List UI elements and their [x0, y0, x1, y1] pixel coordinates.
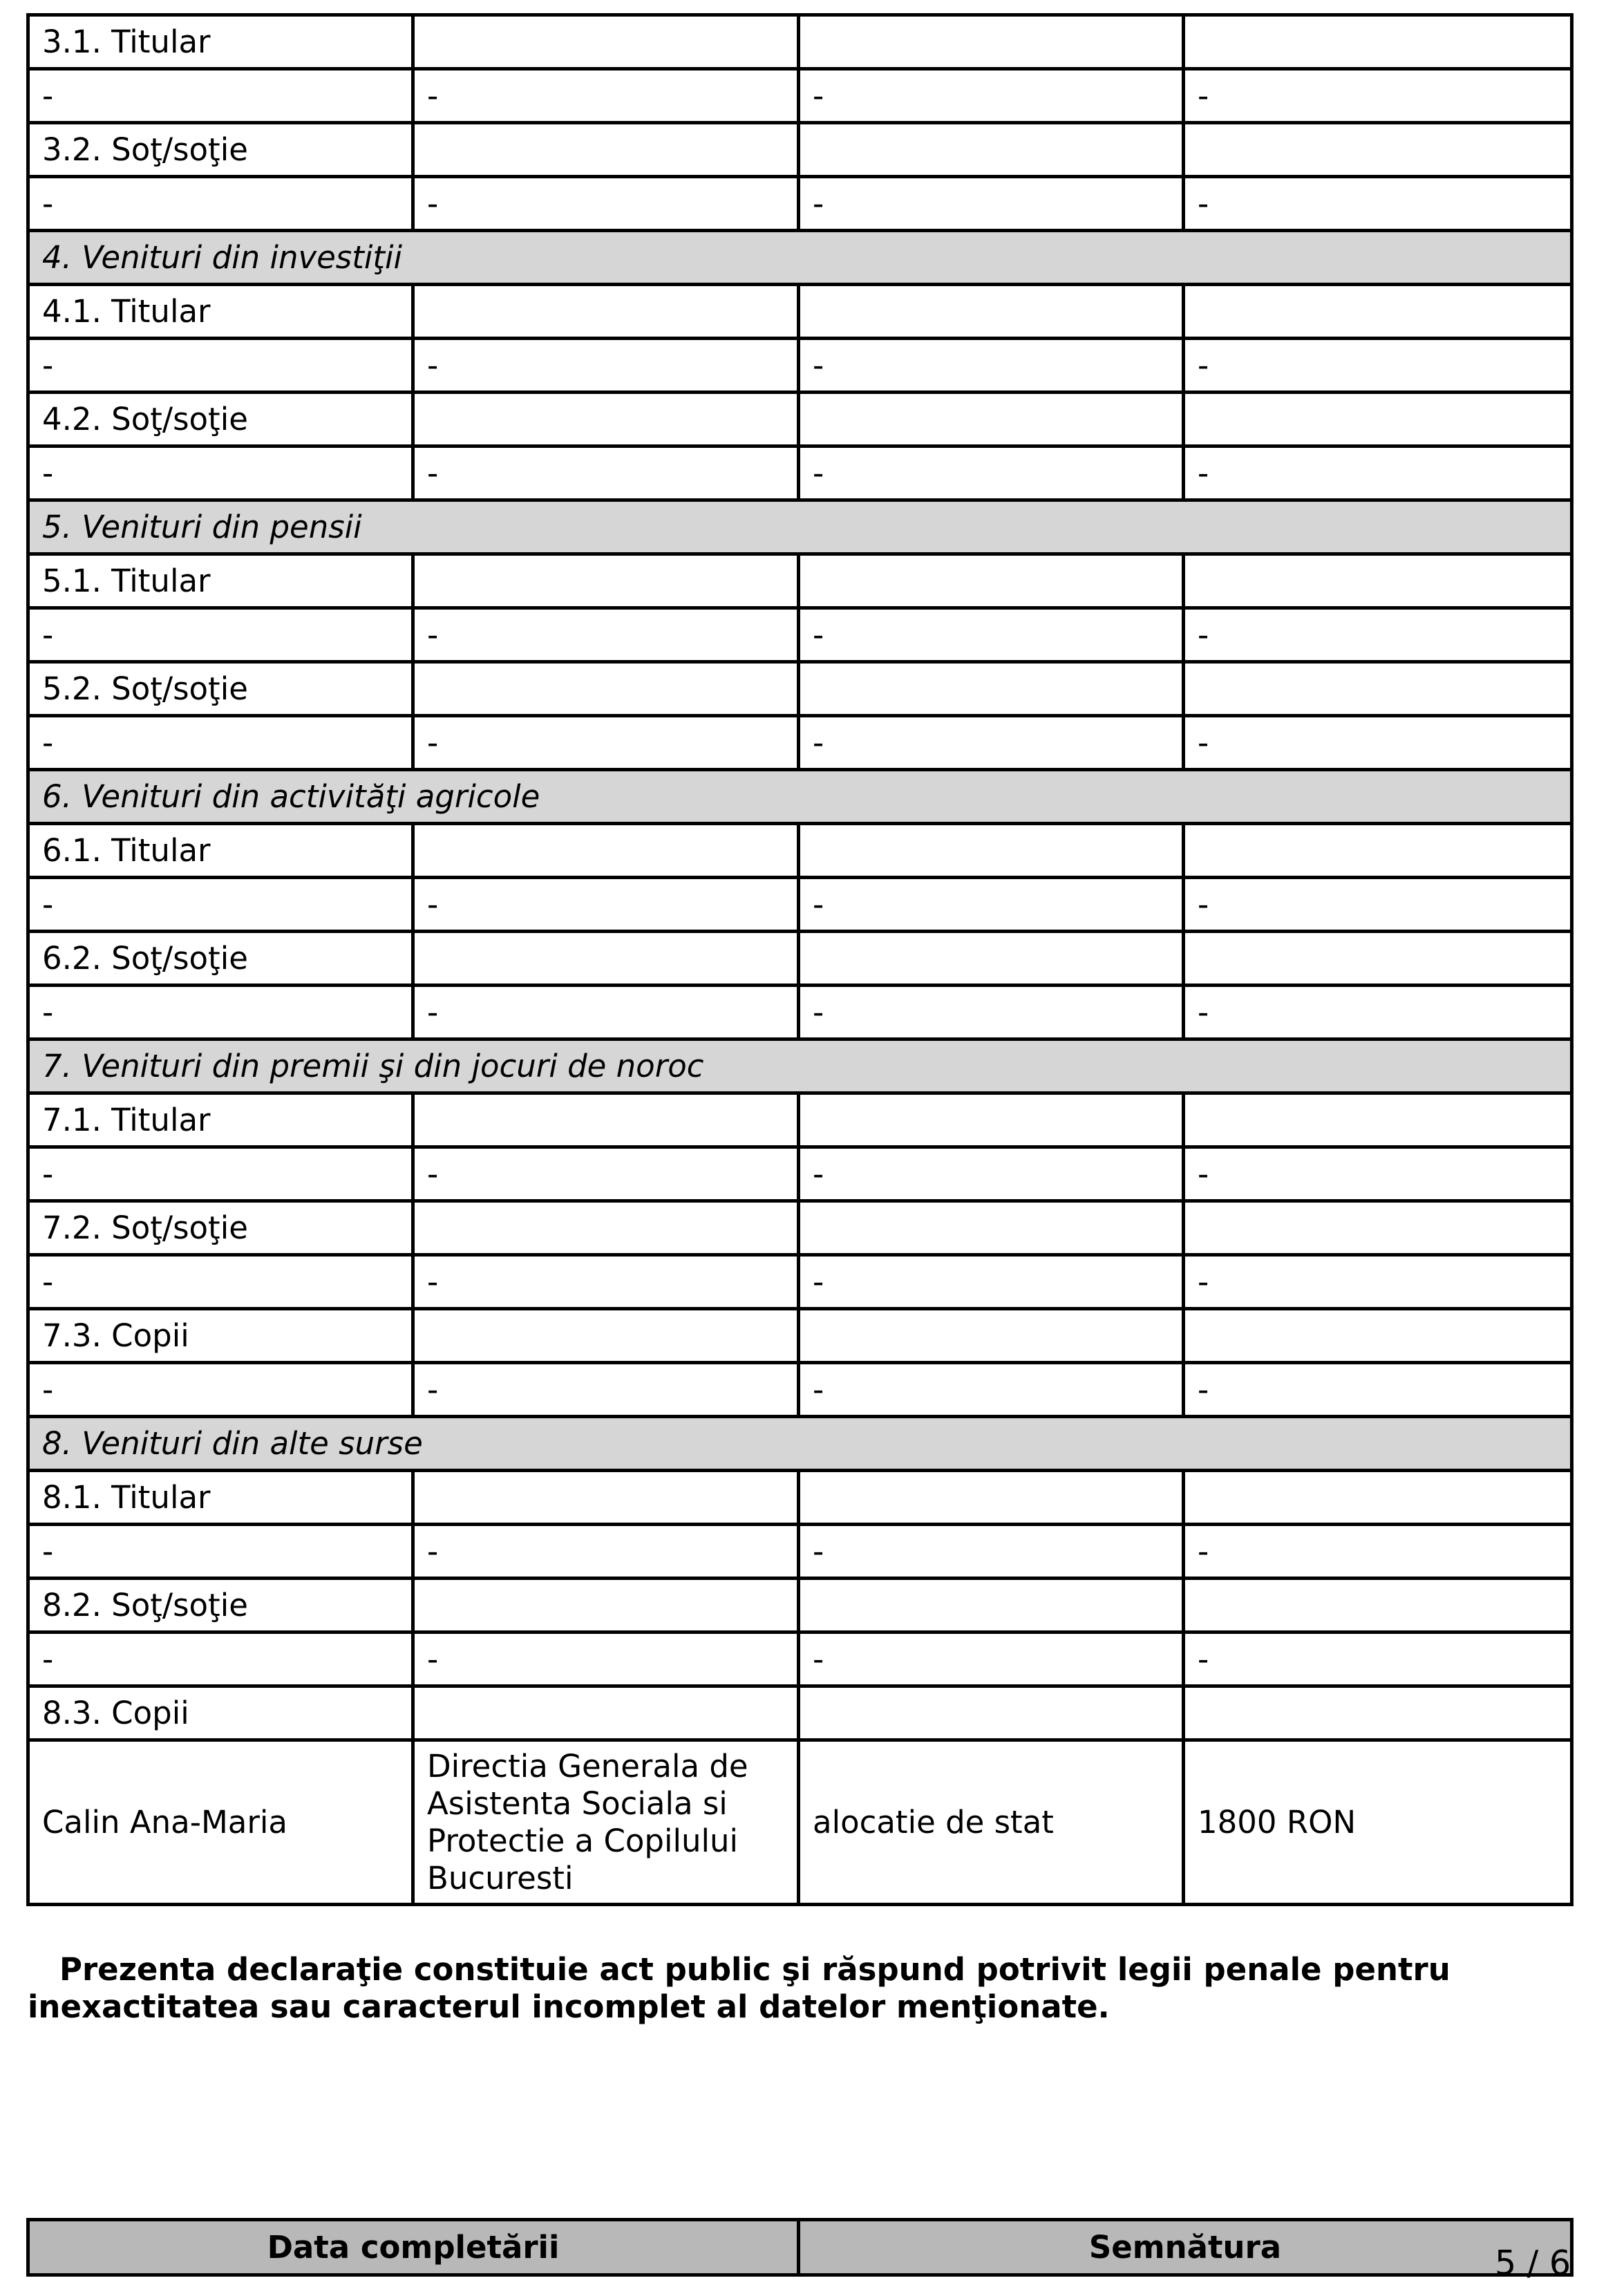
beneficiary-group-row	[28, 1201, 1572, 1255]
section-header-row	[28, 1417, 1572, 1471]
income-amount-cell: -	[1184, 69, 1572, 123]
empty-cell	[1184, 285, 1572, 339]
beneficiary-group-label: 3.2. Soţ/soţie	[28, 123, 413, 177]
beneficiary-cell: -	[28, 1363, 413, 1417]
income-amount-cell: -	[1184, 339, 1572, 393]
service-cell: -	[799, 1147, 1184, 1201]
income-data-row	[28, 69, 1572, 123]
income-source-cell: -	[413, 1525, 799, 1579]
section-title: 4. Venituri din investiţii	[28, 231, 1572, 285]
income-amount-cell: -	[1184, 986, 1572, 1039]
empty-cell	[1184, 662, 1572, 716]
income-source-cell: -	[413, 716, 799, 770]
beneficiary-group-row	[28, 1471, 1572, 1525]
page-number: 5 / 6	[1494, 2243, 1571, 2283]
beneficiary-cell: -	[28, 986, 413, 1039]
income-amount-cell: -	[1184, 1632, 1572, 1686]
signature-header-row	[28, 2220, 1572, 2275]
income-data-row	[28, 1363, 1572, 1417]
income-table	[26, 13, 1574, 1906]
income-amount-cell: -	[1184, 1363, 1572, 1417]
income-data-row	[28, 177, 1572, 231]
service-cell: alocatie de stat	[799, 1740, 1184, 1905]
empty-cell	[413, 932, 799, 986]
empty-cell	[1184, 554, 1572, 608]
beneficiary-cell: -	[28, 1525, 413, 1579]
section-header-row	[28, 770, 1572, 824]
income-amount-cell: -	[1184, 177, 1572, 231]
empty-cell	[799, 1309, 1184, 1363]
empty-cell	[799, 1686, 1184, 1740]
income-amount-cell: -	[1184, 1525, 1572, 1579]
empty-cell	[799, 662, 1184, 716]
empty-cell	[413, 15, 799, 69]
section-header-row	[28, 1039, 1572, 1093]
service-cell: -	[799, 878, 1184, 932]
beneficiary-group-label: 8.1. Titular	[28, 1471, 413, 1525]
empty-cell	[413, 1579, 799, 1632]
income-source-cell: -	[413, 1147, 799, 1201]
beneficiary-cell: -	[28, 608, 413, 662]
service-cell: -	[799, 1632, 1184, 1686]
empty-cell	[1184, 824, 1572, 878]
beneficiary-cell: -	[28, 1147, 413, 1201]
legal-statement: Prezenta declaraţie constituie act public şi răspund potrivit legii penale pentru inexactitatea sau caracterul incomplet al datelor menţionate.	[28, 1951, 1450, 2025]
empty-cell	[799, 1471, 1184, 1525]
beneficiary-cell: -	[28, 1632, 413, 1686]
beneficiary-group-row	[28, 1579, 1572, 1632]
income-data-row	[28, 1147, 1572, 1201]
beneficiary-group-label: 6.2. Soţ/soţie	[28, 932, 413, 986]
beneficiary-group-label: 8.2. Soţ/soţie	[28, 1579, 413, 1632]
service-cell: -	[799, 339, 1184, 393]
empty-cell	[799, 285, 1184, 339]
empty-cell	[413, 824, 799, 878]
empty-cell	[1184, 1686, 1572, 1740]
empty-cell	[1184, 932, 1572, 986]
beneficiary-group-label: 7.1. Titular	[28, 1093, 413, 1147]
income-amount-cell: -	[1184, 878, 1572, 932]
income-data-row	[28, 1632, 1572, 1686]
service-cell: -	[799, 1363, 1184, 1417]
income-data-row	[28, 986, 1572, 1039]
service-cell: -	[799, 177, 1184, 231]
empty-cell	[1184, 1579, 1572, 1632]
empty-cell	[1184, 123, 1572, 177]
income-source-cell: -	[413, 339, 799, 393]
beneficiary-group-row	[28, 932, 1572, 986]
empty-cell	[799, 393, 1184, 446]
income-source-cell: -	[413, 986, 799, 1039]
empty-cell	[1184, 1471, 1572, 1525]
empty-cell	[413, 123, 799, 177]
beneficiary-cell: -	[28, 69, 413, 123]
beneficiary-group-label: 7.2. Soţ/soţie	[28, 1201, 413, 1255]
beneficiary-group-label: 4.1. Titular	[28, 285, 413, 339]
empty-cell	[799, 123, 1184, 177]
empty-cell	[799, 932, 1184, 986]
income-data-row	[28, 878, 1572, 932]
empty-cell	[413, 554, 799, 608]
beneficiary-group-label: 3.1. Titular	[28, 15, 413, 69]
service-cell: -	[799, 608, 1184, 662]
empty-cell	[413, 662, 799, 716]
section-title: 6. Venituri din activităţi agricole	[28, 770, 1572, 824]
beneficiary-group-row	[28, 15, 1572, 69]
empty-cell	[1184, 393, 1572, 446]
signature-table	[26, 2218, 1574, 2277]
income-source-cell: -	[413, 1632, 799, 1686]
income-data-row	[28, 1255, 1572, 1309]
beneficiary-group-label: 5.1. Titular	[28, 554, 413, 608]
income-data-row	[28, 1740, 1572, 1905]
empty-cell	[1184, 1201, 1572, 1255]
empty-cell	[413, 1309, 799, 1363]
income-amount-cell: -	[1184, 1255, 1572, 1309]
empty-cell	[413, 1201, 799, 1255]
income-source-cell: Directia Generala de Asistenta Sociala si Protectie a Copilului Bucuresti	[413, 1740, 799, 1905]
beneficiary-group-row	[28, 662, 1572, 716]
empty-cell	[799, 1093, 1184, 1147]
income-table-body	[28, 15, 1572, 1905]
income-amount-cell: -	[1184, 1147, 1572, 1201]
empty-cell	[413, 285, 799, 339]
section-title: 7. Venituri din premii şi din jocuri de noroc	[28, 1039, 1572, 1093]
income-source-cell: -	[413, 608, 799, 662]
beneficiary-group-row	[28, 554, 1572, 608]
empty-cell	[413, 1093, 799, 1147]
date-completed-header: Data completării	[28, 2220, 799, 2275]
income-source-cell: -	[413, 69, 799, 123]
beneficiary-group-row	[28, 123, 1572, 177]
income-data-row	[28, 716, 1572, 770]
income-data-row	[28, 446, 1572, 500]
service-cell: -	[799, 1525, 1184, 1579]
section-header-row	[28, 231, 1572, 285]
service-cell: -	[799, 986, 1184, 1039]
income-amount-cell: -	[1184, 446, 1572, 500]
beneficiary-cell: -	[28, 339, 413, 393]
income-data-row	[28, 608, 1572, 662]
income-source-cell: -	[413, 878, 799, 932]
service-cell: -	[799, 1255, 1184, 1309]
income-amount-cell: -	[1184, 716, 1572, 770]
empty-cell	[1184, 15, 1572, 69]
income-source-cell: -	[413, 446, 799, 500]
beneficiary-group-label: 6.1. Titular	[28, 824, 413, 878]
section-title: 5. Venituri din pensii	[28, 500, 1572, 554]
empty-cell	[1184, 1093, 1572, 1147]
beneficiary-group-row	[28, 1309, 1572, 1363]
income-data-row	[28, 1525, 1572, 1579]
beneficiary-group-row	[28, 1093, 1572, 1147]
empty-cell	[799, 1201, 1184, 1255]
section-title: 8. Venituri din alte surse	[28, 1417, 1572, 1471]
empty-cell	[799, 15, 1184, 69]
signature-header: Semnătura	[799, 2220, 1572, 2275]
beneficiary-group-label: 7.3. Copii	[28, 1309, 413, 1363]
beneficiary-group-label: 5.2. Soţ/soţie	[28, 662, 413, 716]
beneficiary-cell: Calin Ana-Maria	[28, 1740, 413, 1905]
beneficiary-cell: -	[28, 446, 413, 500]
section-header-row	[28, 500, 1572, 554]
service-cell: -	[799, 69, 1184, 123]
beneficiary-group-row	[28, 824, 1572, 878]
service-cell: -	[799, 446, 1184, 500]
empty-cell	[1184, 1309, 1572, 1363]
empty-cell	[799, 1579, 1184, 1632]
beneficiary-cell: -	[28, 716, 413, 770]
income-source-cell: -	[413, 1363, 799, 1417]
beneficiary-group-label: 8.3. Copii	[28, 1686, 413, 1740]
beneficiary-group-row	[28, 393, 1572, 446]
income-amount-cell: 1800 RON	[1184, 1740, 1572, 1905]
service-cell: -	[799, 716, 1184, 770]
income-data-row	[28, 339, 1572, 393]
beneficiary-group-row	[28, 1686, 1572, 1740]
empty-cell	[413, 1686, 799, 1740]
beneficiary-cell: -	[28, 1255, 413, 1309]
empty-cell	[799, 554, 1184, 608]
beneficiary-cell: -	[28, 177, 413, 231]
income-source-cell: -	[413, 177, 799, 231]
beneficiary-cell: -	[28, 878, 413, 932]
empty-cell	[799, 824, 1184, 878]
beneficiary-group-row	[28, 285, 1572, 339]
beneficiary-group-label: 4.2. Soţ/soţie	[28, 393, 413, 446]
empty-cell	[413, 1471, 799, 1525]
income-source-cell: -	[413, 1255, 799, 1309]
income-amount-cell: -	[1184, 608, 1572, 662]
empty-cell	[413, 393, 799, 446]
